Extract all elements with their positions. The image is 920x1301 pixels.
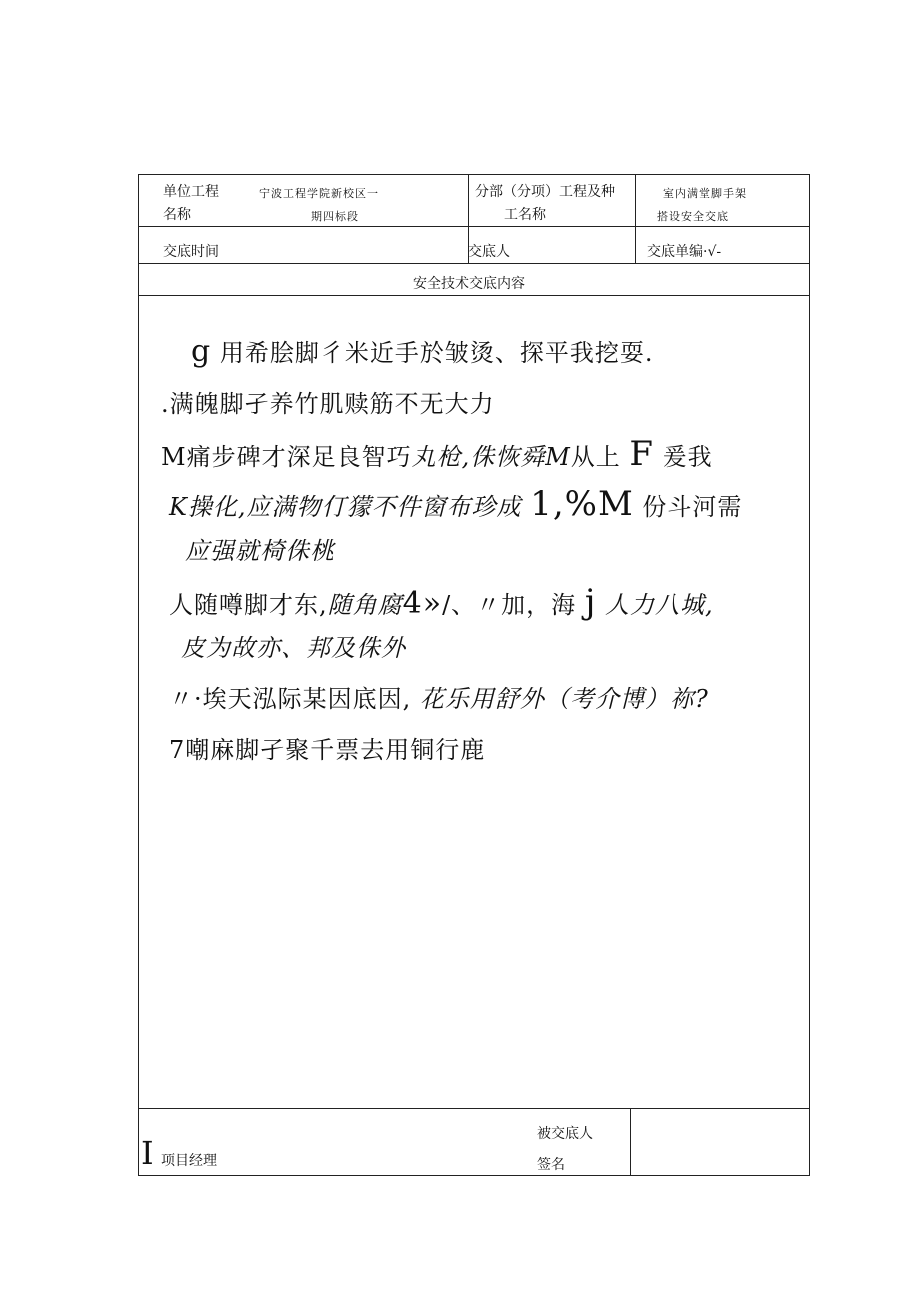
safety-briefing-form bbox=[138, 174, 810, 1176]
row-divider bbox=[139, 226, 809, 227]
unit-project-value-line2: 期四标段 bbox=[311, 210, 359, 223]
sub-project-value: 室内满堂脚手架 bbox=[663, 187, 747, 200]
body-line-1-text: 用希脍脚彳米近手於皱烫、探平我挖耍. bbox=[219, 339, 654, 367]
body-line-4-big-mid: 1,%M bbox=[530, 484, 634, 524]
body-line-4-part-b: 份斗河需 bbox=[642, 493, 743, 521]
body-line-2: .满魄脚孑养竹肌赎筋不无大力 bbox=[161, 390, 495, 418]
unit-project-label: 单位工程 bbox=[163, 184, 219, 200]
body-line-6 bbox=[169, 582, 714, 622]
unit-project-label-line2: 名称 bbox=[163, 207, 191, 223]
body-line-4-part-a: K操化,应满物仃獴不件窗布珍成 bbox=[169, 493, 522, 521]
body-line-6-part-b: 随角腐 bbox=[327, 591, 403, 619]
body-line-6-big-mid: 4» bbox=[402, 586, 443, 621]
body-line-3 bbox=[161, 434, 713, 474]
section-title: 安全技术交底内容 bbox=[413, 276, 525, 292]
row-divider bbox=[139, 295, 809, 296]
body-line-8-part-b: 花乐用舒外（考介博）祢? bbox=[419, 685, 709, 713]
body-line-3-big-f: F bbox=[629, 434, 655, 474]
signature-box[interactable] bbox=[631, 1109, 809, 1175]
body-line-1-lead: g bbox=[191, 334, 212, 369]
body-line-1 bbox=[191, 334, 654, 369]
body-line-3-part-b: 丸枪,侏恢舜M bbox=[411, 443, 571, 471]
project-manager-label: 项目经理 bbox=[161, 1153, 217, 1169]
sub-project-label: 分部（分项）工程及种 bbox=[475, 184, 615, 200]
receiver-label: 被交底人 bbox=[537, 1126, 593, 1142]
body-line-8 bbox=[169, 687, 709, 711]
body-line-9: 7嘲麻脚孑聚千票去用铜行鹿 bbox=[169, 736, 486, 764]
row-divider bbox=[139, 263, 809, 264]
body-line-3-part-d: 爰我 bbox=[662, 443, 713, 471]
body-line-8-part-a: 〃·埃天泓际某因底因, bbox=[169, 685, 412, 713]
body-line-6-big-j: j bbox=[584, 582, 597, 622]
unit-project-value: 宁波工程学院新校区一 bbox=[259, 187, 379, 200]
body-line-4 bbox=[169, 484, 743, 524]
briefing-unit-label: 交底单编·√- bbox=[647, 244, 722, 260]
signature-label: 签名 bbox=[537, 1157, 565, 1173]
sub-project-label-line2: 工名称 bbox=[504, 207, 546, 223]
body-line-6-part-a: 人随噂脚才东, bbox=[169, 591, 328, 619]
briefing-time-label: 交底时间 bbox=[163, 244, 219, 260]
body-line-7: 皮为故亦、邦及侏外 bbox=[181, 634, 406, 662]
body-line-6-part-c: /、〃加，海 bbox=[442, 591, 577, 619]
column-divider bbox=[635, 175, 636, 263]
sub-project-value-line2: 搭设安全交底 bbox=[657, 210, 729, 223]
briefing-person-label: 交底人 bbox=[468, 244, 510, 260]
footer-mark: I bbox=[141, 1134, 154, 1172]
body-line-3-part-c: 从上 bbox=[570, 443, 621, 471]
body-line-5: 应强就椅侏桃 bbox=[185, 537, 335, 565]
body-line-3-part-a: M痛步碑才深足良智巧 bbox=[161, 443, 412, 471]
body-line-6-part-d: 人力八城, bbox=[605, 591, 714, 619]
